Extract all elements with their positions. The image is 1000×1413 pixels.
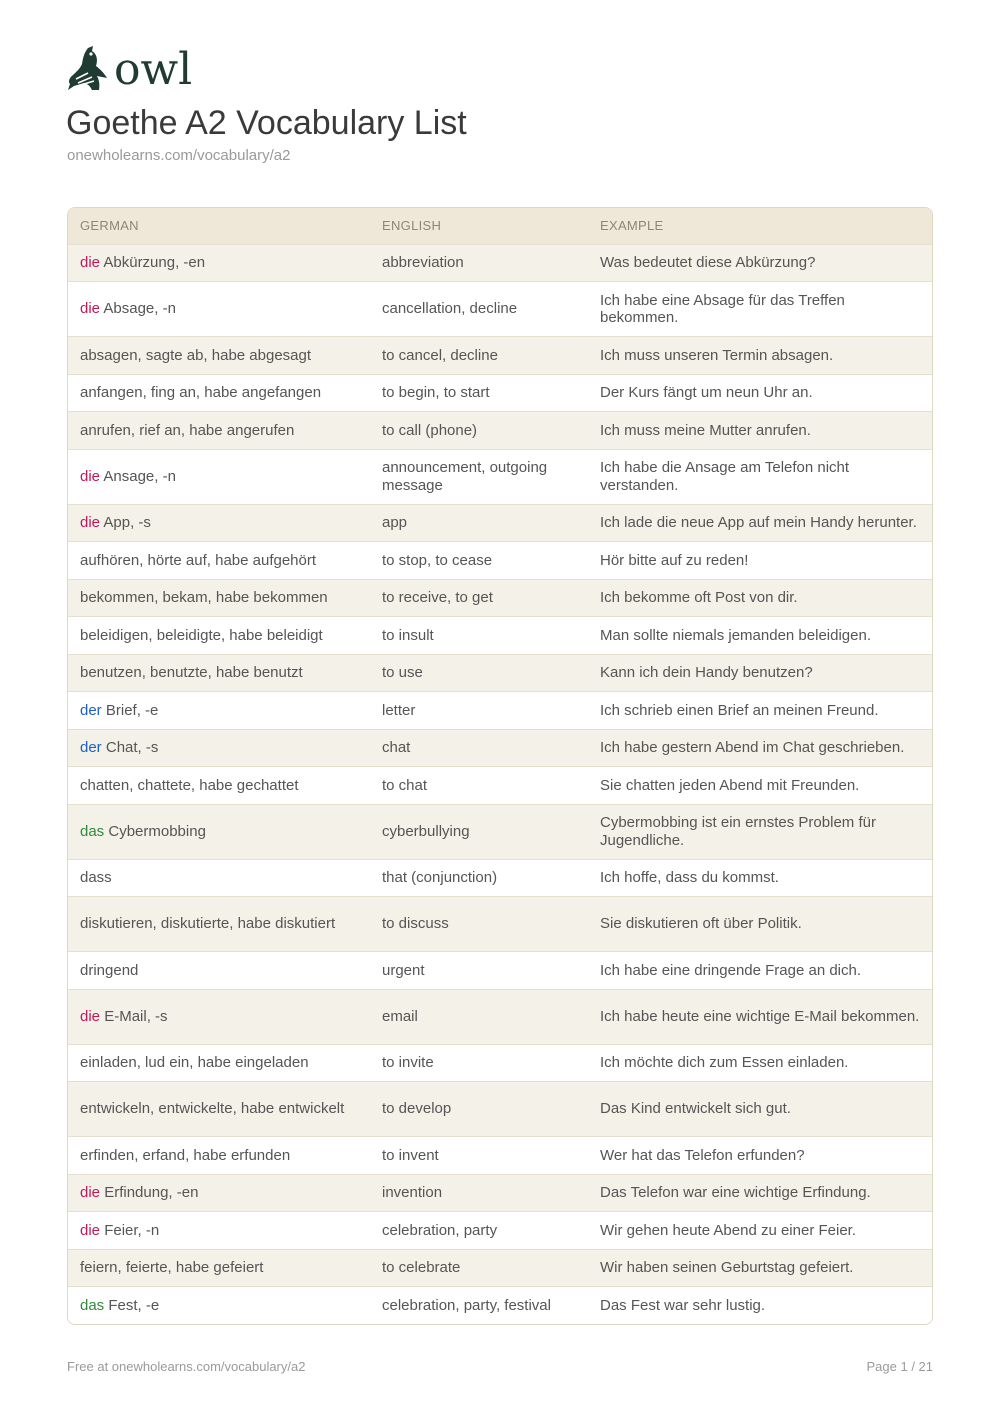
table-row (68, 504, 933, 542)
german-cell (68, 1174, 370, 1212)
german-cell (68, 859, 370, 897)
german-word: anrufen, rief an, habe angerufen (80, 421, 295, 439)
german-cell (68, 579, 370, 617)
german-word: Ansage, -n (103, 467, 176, 485)
table-row (68, 542, 933, 580)
example-cell: Hör bitte auf zu reden! (588, 542, 933, 580)
brand-name: owl (114, 44, 193, 95)
german-word: benutzen, benutzte, habe benutzt (80, 664, 303, 681)
article-label: das (80, 822, 105, 840)
english-cell: urgent (370, 952, 588, 990)
english-cell: cancellation, decline (370, 282, 588, 337)
german-cell (68, 1137, 370, 1175)
table-row (68, 337, 933, 375)
english-cell: to insult (370, 617, 588, 655)
english-cell: celebration, party (370, 1212, 588, 1250)
example-cell: Ich schrieb einen Brief an meinen Freund. (588, 692, 933, 730)
example-cell: Man sollte niemals jemanden beleidigen. (588, 617, 933, 655)
english-cell: invention (370, 1174, 588, 1212)
example-cell: Das Fest war sehr lustig. (588, 1287, 933, 1325)
german-word: Feier, -n (104, 1221, 160, 1239)
english-cell: to celebrate (370, 1249, 588, 1287)
german-word: anfangen, fing an, habe angefangen (80, 384, 322, 401)
example-cell: Ich habe eine dringende Frage an dich. (588, 952, 933, 990)
german-cell (68, 244, 370, 282)
table-row (68, 654, 933, 692)
german-word: einladen, lud ein, habe eingeladen (80, 1054, 309, 1071)
german-word: beleidigen, beleidigte, habe beleidigt (80, 626, 323, 644)
english-cell: chat (370, 729, 588, 767)
german-cell (68, 504, 370, 542)
example-cell: Ich möchte dich zum Essen einladen. (588, 1044, 933, 1082)
german-word: Erfindung, -en (104, 1184, 199, 1201)
example-cell: Das Kind entwickelt sich gut. (588, 1082, 933, 1137)
english-cell: abbreviation (370, 244, 588, 282)
english-cell: to invite (370, 1044, 588, 1082)
article-label: die (80, 1184, 101, 1201)
german-cell (68, 692, 370, 730)
german-word: App, -s (103, 514, 151, 531)
table-row (68, 897, 933, 952)
german-word: entwickeln, entwickelte, habe entwickelt (80, 1100, 345, 1118)
table-row (68, 374, 933, 412)
example-cell: Der Kurs fängt um neun Uhr an. (588, 374, 933, 412)
example-cell: Ich habe heute eine wichtige E-Mail bekommen. (588, 989, 933, 1044)
german-cell (68, 767, 370, 805)
article-label: das (80, 1296, 105, 1314)
german-word: Absage, -n (103, 300, 176, 318)
german-word: Abkürzung, -en (103, 254, 206, 271)
page-title: Goethe A2 Vocabulary List (66, 104, 467, 142)
example-cell: Sie diskutieren oft über Politik. (588, 897, 933, 952)
german-word: dringend (80, 961, 139, 979)
english-cell: app (370, 504, 588, 542)
table-row (68, 1044, 933, 1082)
english-cell: to invent (370, 1137, 588, 1175)
example-cell: Ich hoffe, dass du kommst. (588, 859, 933, 897)
german-word: diskutieren, diskutierte, habe diskutiert (80, 915, 336, 933)
german-word: bekommen, bekam, habe bekommen (80, 589, 328, 606)
table-row (68, 282, 933, 337)
german-word: E-Mail, -s (104, 1007, 168, 1025)
english-cell: letter (370, 692, 588, 730)
german-word: erfinden, erfand, habe erfunden (80, 1146, 291, 1164)
german-cell (68, 989, 370, 1044)
german-word: feiern, feierte, habe gefeiert (80, 1259, 264, 1276)
english-cell: to develop (370, 1082, 588, 1137)
german-cell (68, 804, 370, 859)
table-row (68, 1082, 933, 1137)
page-number: Page 1 / 21 (866, 1359, 933, 1374)
german-cell (68, 1212, 370, 1250)
table-row (68, 1174, 933, 1212)
english-cell: to discuss (370, 897, 588, 952)
german-cell (68, 542, 370, 580)
german-cell (68, 282, 370, 337)
table-row (68, 1212, 933, 1250)
table-row (68, 244, 933, 282)
english-cell: to stop, to cease (370, 542, 588, 580)
table-row (68, 859, 933, 897)
german-cell (68, 729, 370, 767)
german-cell (68, 897, 370, 952)
german-cell (68, 412, 370, 450)
article-label: die (80, 1221, 101, 1239)
table-body (68, 244, 933, 1324)
table-row (68, 692, 933, 730)
example-cell: Ich habe eine Absage für das Treffen bekommen. (588, 282, 933, 337)
table-row (68, 1287, 933, 1325)
table-header (68, 208, 933, 244)
table-row (68, 804, 933, 859)
example-cell: Wer hat das Telefon erfunden? (588, 1137, 933, 1175)
english-cell: cyberbullying (370, 804, 588, 859)
german-word: aufhören, hörte auf, habe aufgehört (80, 551, 317, 569)
example-cell: Ich bekomme oft Post von dir. (588, 579, 933, 617)
header-english: ENGLISH (382, 218, 442, 234)
article-label: die (80, 467, 101, 485)
german-cell (68, 337, 370, 375)
table-row (68, 989, 933, 1044)
english-cell: to chat (370, 767, 588, 805)
german-cell (68, 1082, 370, 1137)
example-cell: Ich habe gestern Abend im Chat geschrieben. (588, 729, 933, 767)
article-label: die (80, 1007, 101, 1025)
example-cell: Was bedeutet diese Abkürzung? (588, 244, 933, 282)
german-cell (68, 1044, 370, 1082)
german-cell (68, 617, 370, 655)
english-cell: email (370, 989, 588, 1044)
german-word: chatten, chattete, habe gechattet (80, 776, 299, 794)
example-cell: Cybermobbing ist ein ernstes Problem für Jugendliche. (588, 804, 933, 859)
english-cell: to use (370, 654, 588, 692)
english-cell: celebration, party, festival (370, 1287, 588, 1325)
english-cell: that (conjunction) (370, 859, 588, 897)
table-row (68, 412, 933, 450)
example-cell: Wir gehen heute Abend zu einer Feier. (588, 1212, 933, 1250)
table-row (68, 617, 933, 655)
vocabulary-table (67, 207, 933, 1325)
table-row (68, 952, 933, 990)
english-cell: to begin, to start (370, 374, 588, 412)
header-german: GERMAN (80, 218, 139, 234)
german-word: Fest, -e (108, 1296, 160, 1314)
example-cell: Ich muss meine Mutter anrufen. (588, 412, 933, 450)
table-row (68, 767, 933, 805)
owl-bird-icon (66, 46, 110, 92)
german-cell (68, 654, 370, 692)
example-cell: Wir haben seinen Geburtstag gefeiert. (588, 1249, 933, 1287)
english-cell: to call (phone) (370, 412, 588, 450)
article-label: der (80, 739, 102, 756)
article-label: die (80, 254, 101, 271)
german-word: Brief, -e (105, 701, 159, 719)
table-row (68, 1249, 933, 1287)
article-label: die (80, 514, 101, 531)
example-cell: Ich lade die neue App auf mein Handy herunter. (588, 504, 933, 542)
article-label: die (80, 300, 101, 318)
example-cell: Ich habe die Ansage am Telefon nicht verstanden. (588, 449, 933, 504)
example-cell: Ich muss unseren Termin absagen. (588, 337, 933, 375)
table-row (68, 1137, 933, 1175)
footer-source[interactable]: Free at onewholearns.com/vocabulary/a2 (67, 1359, 306, 1374)
german-cell (68, 1287, 370, 1325)
page-subtitle-url[interactable]: onewholearns.com/vocabulary/a2 (67, 147, 291, 164)
example-cell: Sie chatten jeden Abend mit Freunden. (588, 767, 933, 805)
article-label: der (80, 701, 102, 719)
german-cell (68, 1249, 370, 1287)
german-word: Chat, -s (105, 739, 159, 756)
brand-logo (66, 44, 193, 95)
german-word: absagen, sagte ab, habe abgesagt (80, 346, 312, 364)
english-cell: to cancel, decline (370, 337, 588, 375)
header-example: EXAMPLE (600, 218, 664, 234)
german-word: Cybermobbing (108, 822, 206, 840)
german-cell (68, 374, 370, 412)
table-row (68, 729, 933, 767)
german-cell (68, 449, 370, 504)
english-cell: to receive, to get (370, 579, 588, 617)
english-cell: announcement, outgoing message (370, 449, 588, 504)
example-cell: Kann ich dein Handy benutzen? (588, 654, 933, 692)
german-word: dass (80, 869, 112, 886)
example-cell: Das Telefon war eine wichtige Erfindung. (588, 1174, 933, 1212)
table-row (68, 449, 933, 504)
german-cell (68, 952, 370, 990)
table-row (68, 579, 933, 617)
